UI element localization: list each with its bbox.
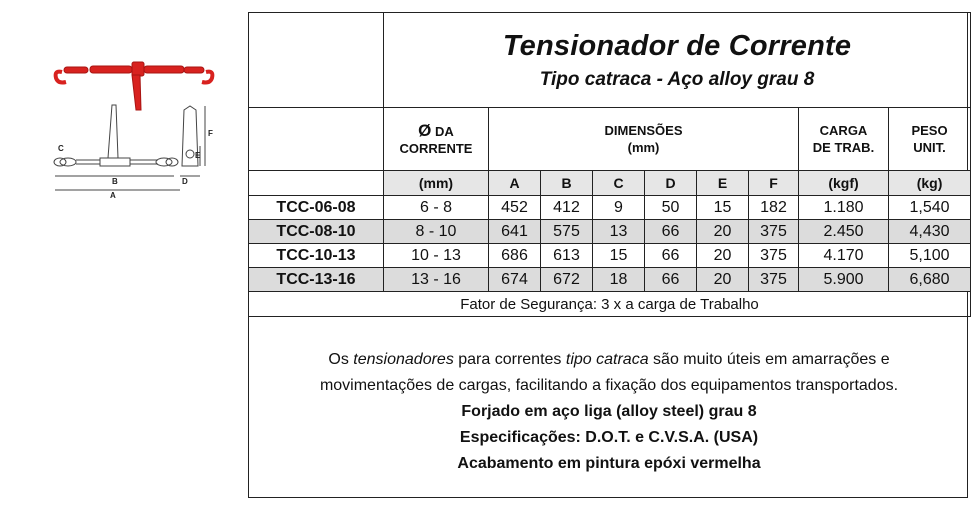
header-blank — [249, 108, 384, 171]
spec-table — [248, 12, 971, 317]
table-cell: 20 — [697, 220, 749, 244]
description-block — [249, 323, 969, 477]
table-cell: 4.170 — [799, 244, 889, 268]
label-e: E — [195, 151, 201, 160]
table-cell: 13 - 16 — [384, 268, 489, 292]
unit-cell: (kg) — [889, 171, 971, 196]
unit-cell: F — [749, 171, 799, 196]
corner-blank — [249, 13, 384, 108]
label-b: B — [112, 177, 118, 186]
ratchet-binder-drawing — [40, 50, 230, 210]
product-figure — [40, 50, 230, 210]
units-blank — [249, 171, 384, 196]
label-d: D — [182, 177, 188, 186]
table-cell: 686 — [489, 244, 541, 268]
label-a: A — [110, 191, 116, 200]
table-cell: 66 — [645, 220, 697, 244]
model-code: TCC-06-08 — [249, 196, 384, 220]
unit-cell: D — [645, 171, 697, 196]
table-cell: 9 — [593, 196, 645, 220]
safety-factor: Fator de Segurança: 3 x a carga de Trabalho — [249, 292, 971, 317]
model-code: TCC-08-10 — [249, 220, 384, 244]
header-load: CARGA DE TRAB. — [799, 108, 889, 171]
table-cell: 674 — [489, 268, 541, 292]
label-f: F — [208, 129, 213, 138]
table-cell: 412 — [541, 196, 593, 220]
table-cell: 1.180 — [799, 196, 889, 220]
table-cell: 5.900 — [799, 268, 889, 292]
table-cell: 15 — [697, 196, 749, 220]
unit-cell: (mm) — [384, 171, 489, 196]
table-cell: 13 — [593, 220, 645, 244]
red-binder-photo — [56, 62, 213, 110]
table-cell: 613 — [541, 244, 593, 268]
page-subtitle: Tipo catraca - Aço alloy grau 8 — [539, 68, 815, 90]
table-cell: 6,680 — [889, 268, 971, 292]
table-cell: 50 — [645, 196, 697, 220]
description-line-1: Os tensionadores para correntes tipo catraca são muito úteis em amarrações e — [328, 351, 890, 368]
table-cell: 375 — [749, 220, 799, 244]
table-cell: 575 — [541, 220, 593, 244]
table-cell: 66 — [645, 268, 697, 292]
table-cell: 4,430 — [889, 220, 971, 244]
table-cell: 10 - 13 — [384, 244, 489, 268]
feature-specs: Especificações: D.O.T. e C.V.S.A. (USA) — [459, 429, 759, 446]
header-dimensions: DIMENSÕES (mm) — [489, 108, 799, 171]
header-weight: PESO UNIT. — [889, 108, 971, 171]
table-cell: 20 — [697, 268, 749, 292]
feature-forged: Forjado em aço liga (alloy steel) grau 8 — [461, 403, 757, 420]
table-cell: 20 — [697, 244, 749, 268]
table-row — [249, 196, 971, 220]
unit-cell: C — [593, 171, 645, 196]
feature-finish: Acabamento em pintura epóxi vermelha — [457, 455, 761, 472]
model-code: TCC-10-13 — [249, 244, 384, 268]
unit-cell: (kgf) — [799, 171, 889, 196]
table-cell: 8 - 10 — [384, 220, 489, 244]
table-cell: 5,100 — [889, 244, 971, 268]
table-row — [249, 268, 971, 292]
unit-cell: B — [541, 171, 593, 196]
table-cell: 15 — [593, 244, 645, 268]
table-cell: 2.450 — [799, 220, 889, 244]
table-cell: 18 — [593, 268, 645, 292]
spec-sheet — [248, 12, 968, 498]
description-line-2: movimentações de cargas, facilitando a fixação dos equipamentos transportados. — [319, 377, 899, 394]
table-row — [249, 220, 971, 244]
unit-cell: E — [697, 171, 749, 196]
table-cell: 452 — [489, 196, 541, 220]
table-cell: 375 — [749, 244, 799, 268]
table-cell: 672 — [541, 268, 593, 292]
model-code: TCC-13-16 — [249, 268, 384, 292]
unit-cell: A — [489, 171, 541, 196]
units-row — [249, 171, 971, 196]
table-cell: 375 — [749, 268, 799, 292]
table-cell: 182 — [749, 196, 799, 220]
header-diameter: Ø DA CORRENTE — [384, 108, 489, 171]
label-c: C — [58, 144, 64, 153]
table-row — [249, 244, 971, 268]
table-cell: 6 - 8 — [384, 196, 489, 220]
page-title: Tensionador de Corrente — [502, 29, 852, 62]
table-cell: 1,540 — [889, 196, 971, 220]
table-cell: 66 — [645, 244, 697, 268]
table-cell: 641 — [489, 220, 541, 244]
title-cell — [384, 13, 971, 108]
